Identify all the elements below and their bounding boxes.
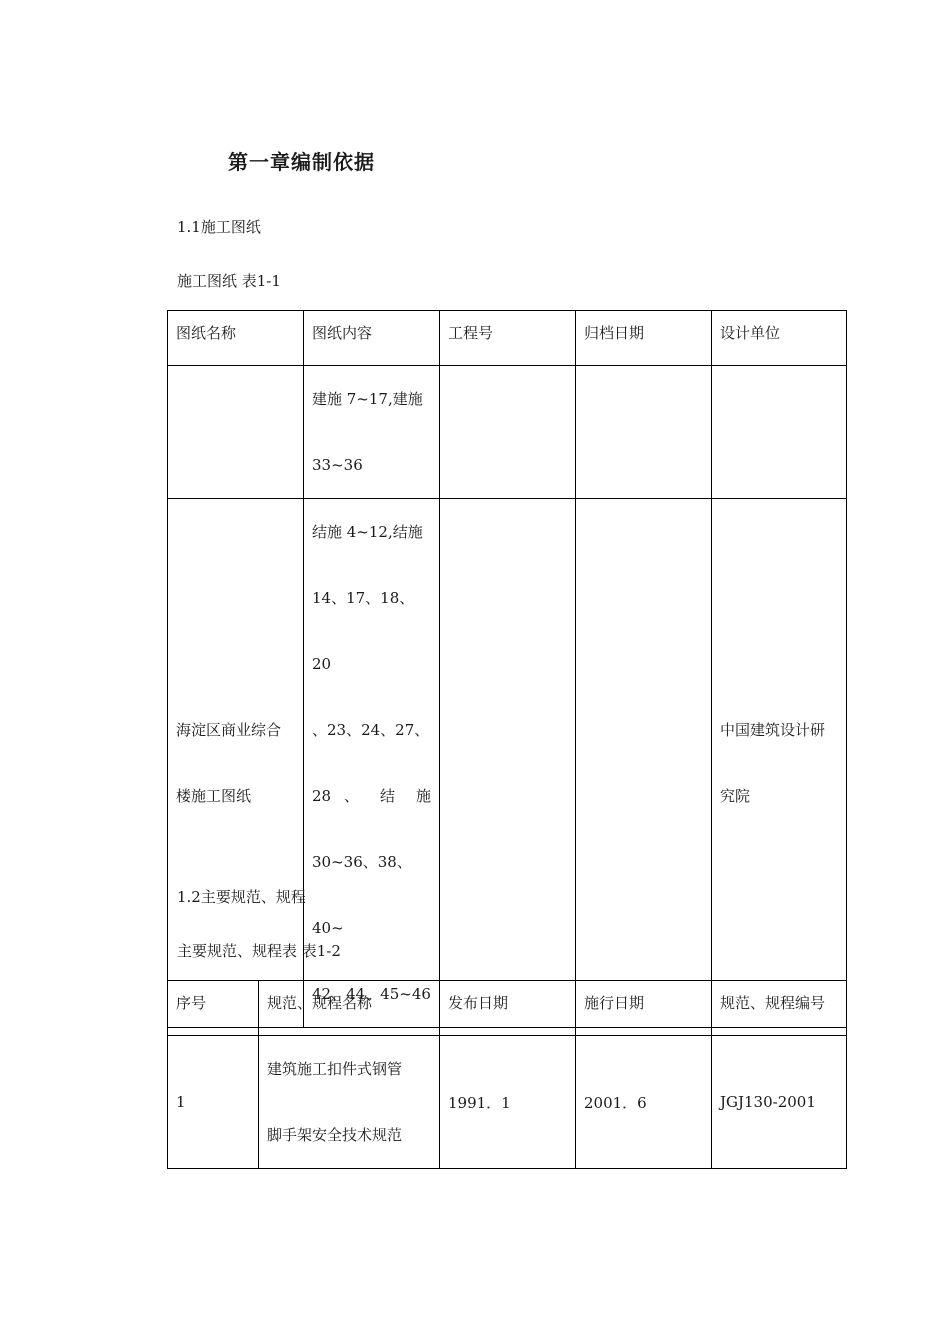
column-header: 工程号	[440, 311, 576, 366]
cell-line: 究院	[720, 787, 751, 805]
cell-line: 14、17、18、20	[312, 589, 415, 673]
column-header: 设计单位	[712, 311, 847, 366]
cell-line: 中国建筑设计研	[720, 721, 826, 739]
cell-line: 海淀区商业综合	[176, 721, 282, 739]
cell-line: 结施 4~12,结施	[312, 523, 423, 541]
table-header-row	[168, 981, 847, 1036]
serial-no-cell: 1	[168, 1036, 259, 1169]
table-row	[168, 1036, 847, 1169]
standard-name-cell	[259, 1036, 440, 1169]
column-header: 图纸内容	[304, 311, 440, 366]
table-header-row	[168, 311, 847, 366]
column-header: 序号	[168, 981, 259, 1036]
cell-line: 脚手架安全技术规范	[267, 1126, 403, 1144]
table-caption-standards: 主要规范、规程表 表1-2	[177, 942, 341, 960]
column-header: 规范、规程名称	[259, 981, 440, 1036]
drawing-name-cell	[168, 366, 304, 499]
cell-line: 30~36、38、40~	[312, 853, 412, 937]
table-row	[168, 366, 847, 499]
column-header: 归档日期	[576, 311, 712, 366]
standards-table	[167, 980, 847, 1169]
chapter-title: 第一章编制依据	[228, 150, 375, 174]
publish-date-cell: 1991．1	[440, 1036, 576, 1169]
standard-code-cell: JGJ130-2001	[712, 1036, 847, 1169]
column-header: 施行日期	[576, 981, 712, 1036]
cell-line: 建筑施工扣件式钢管	[267, 1060, 403, 1078]
column-header: 规范、规程编号	[712, 981, 847, 1036]
project-no-cell	[440, 499, 576, 1028]
drawing-content-cell	[304, 366, 440, 499]
cell-line: 28 、 结 施	[312, 787, 431, 805]
designer-cell	[712, 366, 847, 499]
archive-date-cell	[576, 499, 712, 1028]
project-no-cell	[440, 366, 576, 499]
effective-date-cell: 2001．6	[576, 1036, 712, 1169]
column-header: 图纸名称	[168, 311, 304, 366]
column-header: 发布日期	[440, 981, 576, 1036]
designer-cell	[712, 499, 847, 1028]
archive-date-cell	[576, 366, 712, 499]
section-heading-standards: 1.2主要规范、规程	[177, 888, 306, 906]
table-caption-drawings: 施工图纸 表1-1	[177, 272, 281, 290]
cell-line: 楼施工图纸	[176, 787, 252, 805]
drawings-table	[167, 310, 847, 1028]
cell-line: 、23、24、27、	[312, 721, 430, 739]
cell-line: 42、44、45~46	[312, 985, 431, 1003]
section-heading-drawings: 1.1施工图纸	[177, 218, 261, 236]
cell-line: 建施 7~17,建施	[312, 390, 423, 408]
cell-line: 33~36	[312, 456, 363, 474]
